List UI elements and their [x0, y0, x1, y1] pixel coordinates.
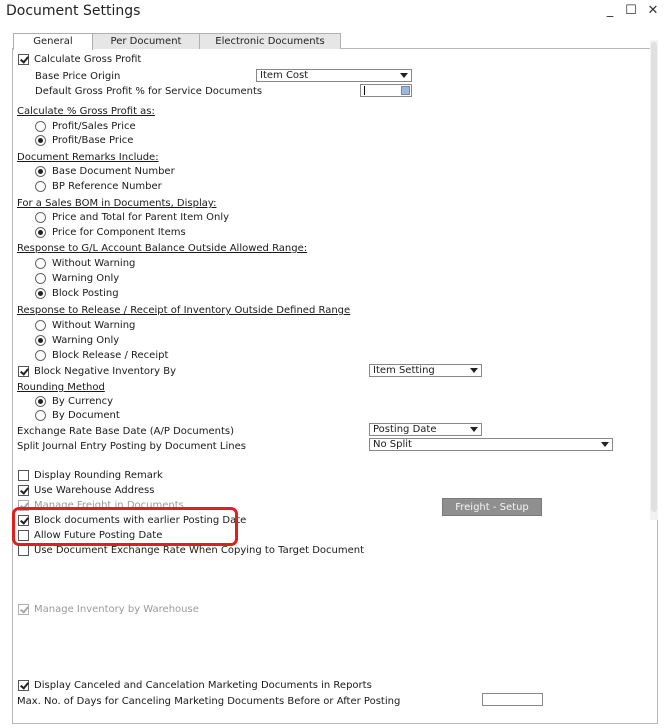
inv-block-release-label: Block Release / Receipt	[52, 350, 169, 361]
chevron-down-icon	[400, 73, 408, 78]
inv-warning-only-radio[interactable]	[35, 335, 46, 346]
remarks-heading: Document Remarks Include:	[17, 152, 159, 163]
block-negative-dropdown[interactable]	[369, 364, 482, 377]
max-days-input[interactable]	[482, 693, 543, 706]
profit-base-price-radio[interactable]	[35, 135, 46, 146]
profit-base-price-label: Profit/Base Price	[52, 135, 134, 146]
window-title: Document Settings	[6, 3, 141, 19]
split-journal-value: No Split	[373, 439, 412, 450]
max-days-label: Max. No. of Days for Canceling Marketing Documents Before or After Posting	[17, 696, 401, 707]
base-document-number-radio[interactable]	[35, 166, 46, 177]
gl-block-posting-label: Block Posting	[52, 288, 119, 299]
default-gross-profit-label: Default Gross Profit % for Service Documents	[35, 86, 263, 97]
inv-block-release-radio[interactable]	[35, 350, 46, 361]
minimize-button[interactable]: _	[606, 3, 614, 18]
freight-setup-button[interactable]: Freight - Setup	[442, 498, 542, 516]
inventory-response-heading: Response to Release / Receipt of Inventory Outside Defined Range	[17, 305, 351, 316]
use-warehouse-address-label: Use Warehouse Address	[34, 485, 155, 496]
block-negative-inventory-label: Block Negative Inventory By	[34, 366, 177, 377]
gl-without-warning-label: Without Warning	[52, 258, 136, 269]
inv-without-warning-label: Without Warning	[52, 320, 136, 331]
rounding-heading: Rounding Method	[17, 382, 105, 393]
chevron-down-icon	[470, 427, 478, 432]
maximize-button[interactable]: ☐	[625, 3, 637, 18]
text-caret	[364, 86, 365, 95]
block-negative-inventory-checkbox[interactable]	[18, 366, 29, 377]
bp-reference-number-radio[interactable]	[35, 181, 46, 192]
use-document-exchange-rate-label: Use Document Exchange Rate When Copying to Target Document	[34, 545, 365, 556]
bp-reference-number-label: BP Reference Number	[52, 181, 162, 192]
by-currency-label: By Currency	[52, 396, 114, 407]
manage-inventory-warehouse-checkbox	[18, 604, 29, 615]
base-price-origin-label: Base Price Origin	[35, 71, 121, 82]
gl-without-warning-radio[interactable]	[35, 258, 46, 269]
block-negative-value: Item Setting	[373, 365, 435, 376]
by-currency-radio[interactable]	[35, 396, 46, 407]
general-tab-panel	[12, 48, 658, 724]
by-document-label: By Document	[52, 410, 120, 421]
exchange-rate-dropdown[interactable]	[369, 423, 482, 436]
use-warehouse-address-checkbox[interactable]	[18, 485, 29, 496]
display-canceled-documents-label: Display Canceled and Cancelation Marketing Documents in Reports	[34, 680, 372, 691]
gl-block-posting-radio[interactable]	[35, 288, 46, 299]
split-journal-label: Split Journal Entry Posting by Document Lines	[17, 441, 246, 452]
tab-per-document[interactable]: Per Document	[92, 33, 200, 49]
display-rounding-remark-checkbox[interactable]	[18, 470, 29, 481]
gl-warning-only-radio[interactable]	[35, 273, 46, 284]
split-journal-dropdown[interactable]	[369, 438, 613, 451]
calc-percent-heading: Calculate % Gross Profit as:	[17, 106, 155, 117]
inv-without-warning-radio[interactable]	[35, 320, 46, 331]
bom-heading: For a Sales BOM in Documents, Display:	[17, 198, 217, 209]
gl-warning-only-label: Warning Only	[52, 273, 120, 284]
title-bar	[0, 0, 671, 26]
profit-sales-price-radio[interactable]	[35, 121, 46, 132]
scrollbar-thumb[interactable]	[651, 42, 657, 512]
gl-response-heading: Response to G/L Account Balance Outside Allowed Range:	[17, 243, 308, 254]
base-document-number-label: Base Document Number	[52, 166, 175, 177]
red-highlight-annotation	[12, 507, 238, 546]
inv-warning-only-label: Warning Only	[52, 335, 120, 346]
exchange-rate-label: Exchange Rate Base Date (A/P Documents)	[17, 426, 234, 437]
price-total-parent-label: Price and Total for Parent Item Only	[52, 212, 230, 223]
display-rounding-remark-label: Display Rounding Remark	[34, 470, 163, 481]
exchange-rate-value: Posting Date	[373, 424, 437, 435]
use-document-exchange-rate-checkbox[interactable]	[18, 545, 29, 556]
close-button[interactable]: ✕	[647, 3, 659, 18]
default-gross-profit-input[interactable]	[360, 84, 412, 97]
calculate-gross-profit-label: Calculate Gross Profit	[34, 54, 142, 65]
calculate-gross-profit-checkbox[interactable]	[18, 54, 29, 65]
base-price-origin-dropdown[interactable]	[256, 69, 412, 82]
block-earlier-posting-date-label: Block documents with earlier Posting Date	[34, 515, 247, 526]
tab-general[interactable]: General	[13, 33, 93, 50]
allow-future-posting-date-label: Allow Future Posting Date	[34, 530, 163, 541]
chevron-down-icon	[470, 368, 478, 373]
price-component-items-radio[interactable]	[35, 227, 46, 238]
calculator-icon[interactable]	[401, 86, 410, 95]
by-document-radio[interactable]	[35, 410, 46, 421]
price-component-items-label: Price for Component Items	[52, 227, 186, 238]
chevron-down-icon	[601, 442, 609, 447]
display-canceled-documents-checkbox[interactable]	[18, 680, 29, 691]
profit-sales-price-label: Profit/Sales Price	[52, 121, 136, 132]
manage-inventory-warehouse-label: Manage Inventory by Warehouse	[34, 604, 199, 615]
price-total-parent-radio[interactable]	[35, 212, 46, 223]
base-price-origin-value: Item Cost	[260, 70, 309, 81]
tab-electronic-documents[interactable]: Electronic Documents	[199, 33, 341, 49]
manage-freight-label: Manage Freight in Documents	[34, 500, 184, 511]
